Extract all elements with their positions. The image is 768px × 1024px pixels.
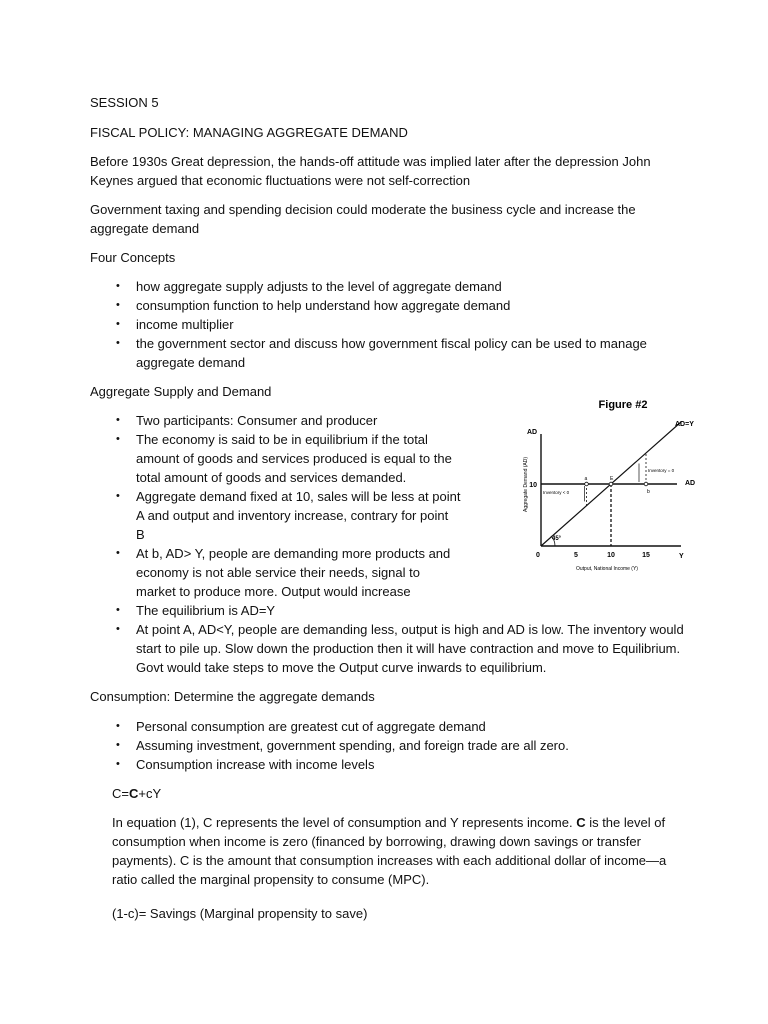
bullet-marker: • — [116, 604, 120, 616]
list-item-text: Personal consumption are greatest cut of aggregate demand — [136, 719, 486, 734]
list-item-text: Two participants: Consumer and producer — [136, 413, 378, 428]
y-axis-title: Aggregate Demand (AD) — [523, 456, 529, 512]
origin-label: 0 — [536, 552, 540, 559]
angle-label: 45° — [552, 536, 562, 542]
figure-title: Figure #2 — [598, 399, 648, 411]
section-title-four-concepts: Four Concepts — [90, 250, 176, 265]
list-item-text: The economy is said to be in equilibrium if the total — [136, 432, 428, 447]
list-item-text: how aggregate supply adjusts to the level of aggregate demand — [136, 279, 502, 294]
bullet-marker: • — [116, 758, 120, 770]
figure-ad-chart — [505, 386, 735, 578]
point-e-marker — [609, 482, 613, 486]
paragraph-line: aggregate demand — [90, 221, 200, 236]
bullet-marker: • — [116, 623, 120, 635]
series-label-ad-equals-y: AD=Y — [675, 421, 694, 428]
x-axis-title: Output, National Income (Y) — [576, 566, 638, 572]
list-item-text: economy is not able service their needs, signal to — [136, 565, 420, 580]
list-item-text: consumption function to help understand how aggregate demand — [136, 298, 511, 313]
bullet-marker: • — [116, 739, 120, 751]
x-axis-label: Y — [679, 553, 684, 560]
list-item-text: Consumption increase with income levels — [136, 757, 375, 772]
list-item-text: total amount of goods and services demanded. — [136, 470, 407, 485]
paragraph-line: ratio called the marginal propensity to consume (MPC). — [112, 872, 430, 887]
inventory-label-right: Inventory = 0 — [648, 468, 675, 473]
bullet-marker: • — [116, 547, 120, 559]
list-item-text: start to pile up. Slow down the production then it will have contraction and move to Equilibrium. — [136, 641, 681, 656]
page-heading: FISCAL POLICY: MANAGING AGGREGATE DEMAND — [90, 125, 408, 140]
bullet-marker: • — [116, 318, 120, 330]
list-item-text: B — [136, 527, 145, 542]
bullet-marker: • — [116, 720, 120, 732]
point-a-label: a — [584, 476, 588, 482]
list-item-text: At point A, AD<Y, people are demanding less, output is high and AD is low. The inventory would — [136, 622, 684, 637]
paragraph-line: In equation (1), C represents the level of consumption and Y represents income. C is the level of — [112, 815, 666, 830]
section-title-consumption: Consumption: Determine the aggregate demands — [90, 689, 375, 704]
point-b-marker — [644, 482, 648, 486]
consumption-equation: C=C+cY — [112, 786, 162, 801]
y-axis-label: AD — [527, 429, 538, 436]
list-item-text: The equilibrium is AD=Y — [136, 603, 276, 618]
y-tick-label: 10 — [529, 482, 537, 489]
point-a-marker — [585, 482, 589, 486]
bullet-marker: • — [116, 337, 120, 349]
list-item-text: amount of goods and services produced is equal to the — [136, 451, 452, 466]
list-item-text: Aggregate demand fixed at 10, sales will be less at point — [136, 489, 461, 504]
paragraph-line: Keynes argued that economic fluctuations were not self-correction — [90, 173, 471, 188]
bullet-marker: • — [116, 490, 120, 502]
section-title-aggregate-supply-demand: Aggregate Supply and Demand — [90, 384, 272, 399]
paragraph-line: Before 1930s Great depression, the hands-off attitude was implied later after the depression John — [90, 154, 651, 169]
list-item-text: income multiplier — [136, 317, 234, 332]
figure-background — [505, 386, 735, 578]
paragraph-line: consumption when income is zero (financed by borrowing, drawing down savings or transfer — [112, 834, 641, 849]
point-e-label: E — [610, 476, 614, 482]
point-b-label: b — [647, 489, 650, 495]
list-item-text: Assuming investment, government spending, and foreign trade are all zero. — [136, 738, 569, 753]
x-tick-label: 15 — [642, 552, 650, 559]
inventory-label-left: Inventory < 0 — [543, 490, 570, 495]
list-item-text: Govt would take steps to move the Output curve inwards to equilibrium. — [136, 660, 547, 675]
list-item-text: aggregate demand — [136, 355, 246, 370]
list-item-text: market to produce more. Output would increase — [136, 584, 411, 599]
bullet-marker: • — [116, 414, 120, 426]
list-item-text: the government sector and discuss how government fiscal policy can be used to manage — [136, 336, 647, 351]
bullet-marker: • — [116, 433, 120, 445]
x-tick-label: 5 — [574, 552, 578, 559]
series-label-ad: AD — [685, 480, 696, 487]
list-item-text: At b, AD> Y, people are demanding more products and — [136, 546, 451, 561]
bullet-marker: • — [116, 299, 120, 311]
bullet-marker: • — [116, 280, 120, 292]
list-item-text: A and output and inventory increase, contrary for point — [136, 508, 449, 523]
savings-equation: (1-c)= Savings (Marginal propensity to save) — [112, 906, 368, 921]
paragraph-line: payments). C is the amount that consumption increases with each additional dollar of income—a — [112, 853, 667, 868]
session-label: SESSION 5 — [90, 95, 159, 110]
paragraph-line: Government taxing and spending decision could moderate the business cycle and increase the — [90, 202, 636, 217]
x-tick-label: 10 — [607, 552, 615, 559]
